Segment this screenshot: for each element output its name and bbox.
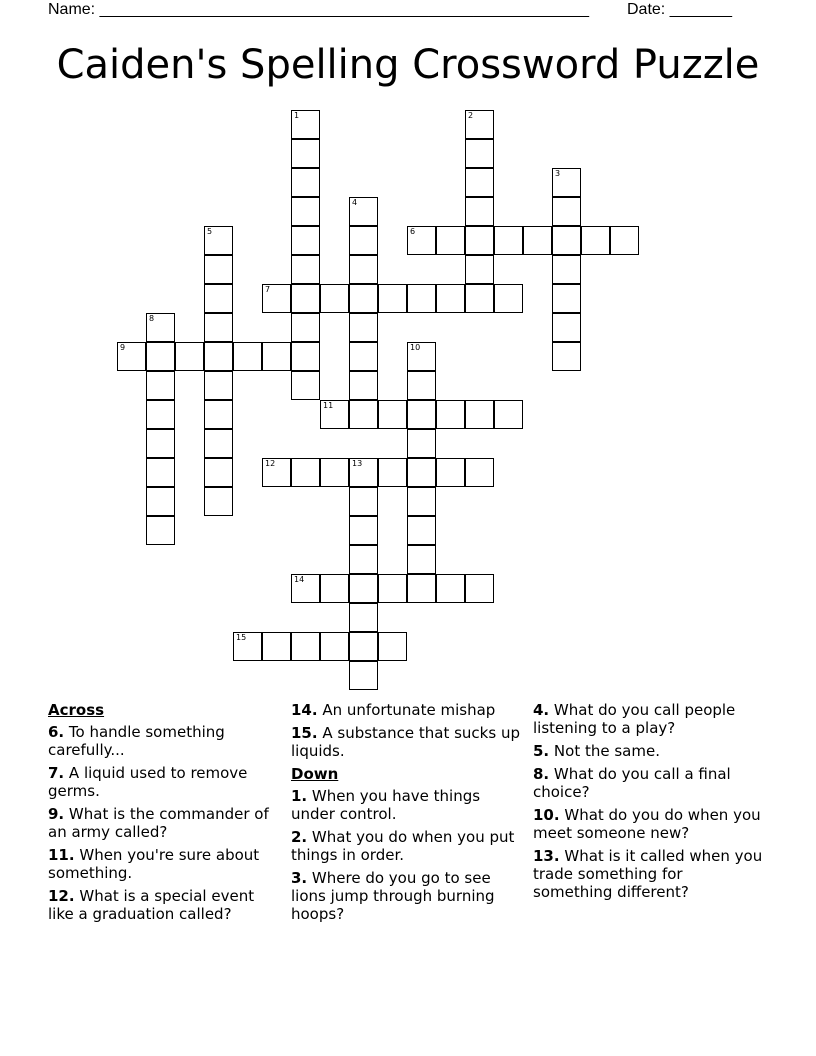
crossword-cell[interactable]: [320, 632, 349, 661]
crossword-cell[interactable]: [436, 226, 465, 255]
crossword-cell[interactable]: [349, 574, 378, 603]
clue-down-8: 8. What do you call a final choice?: [533, 765, 731, 801]
crossword-cell[interactable]: [262, 632, 291, 661]
clue-down-4: 4. What do you call people listening to a play?: [533, 701, 736, 737]
clue-number: 5: [207, 227, 213, 236]
clue-across-14: 14. An unfortunate mishap: [291, 701, 496, 719]
crossword-cell[interactable]: [465, 400, 494, 429]
crossword-cell[interactable]: [436, 458, 465, 487]
crossword-cell[interactable]: [552, 284, 581, 313]
crossword-cell[interactable]: [465, 458, 494, 487]
crossword-cell[interactable]: [204, 342, 233, 371]
crossword-cell[interactable]: [349, 400, 378, 429]
crossword-cell[interactable]: [349, 255, 378, 284]
crossword-cell[interactable]: [146, 371, 175, 400]
crossword-cell[interactable]: [291, 139, 320, 168]
crossword-cell[interactable]: [552, 255, 581, 284]
crossword-cell[interactable]: [494, 400, 523, 429]
crossword-cell[interactable]: [204, 226, 233, 255]
crossword-cell[interactable]: [407, 574, 436, 603]
clues-column-3: [533, 701, 765, 906]
crossword-cell[interactable]: [465, 197, 494, 226]
crossword-cell[interactable]: [552, 342, 581, 371]
clue-number: 10: [410, 343, 421, 352]
clue-across-7: 7. A liquid used to remove germs.: [48, 764, 248, 800]
crossword-cell[interactable]: [407, 226, 436, 255]
crossword-cell[interactable]: [146, 342, 175, 371]
crossword-cell[interactable]: [291, 371, 320, 400]
crossword-cell[interactable]: [349, 313, 378, 342]
crossword-cell[interactable]: [465, 574, 494, 603]
crossword-cell[interactable]: [407, 429, 436, 458]
crossword-cell[interactable]: [552, 168, 581, 197]
crossword-cell[interactable]: [146, 313, 175, 342]
crossword-cell[interactable]: [175, 342, 204, 371]
crossword-cell[interactable]: [204, 487, 233, 516]
crossword-cell[interactable]: [262, 342, 291, 371]
clue-number: 8: [149, 314, 155, 323]
crossword-cell[interactable]: [291, 458, 320, 487]
crossword-cell[interactable]: [349, 342, 378, 371]
crossword-cell[interactable]: [291, 284, 320, 313]
crossword-cell[interactable]: [610, 226, 639, 255]
crossword-cell[interactable]: [320, 284, 349, 313]
crossword-cell[interactable]: [378, 574, 407, 603]
clue-across-6: 6. To handle something carefully...: [48, 723, 225, 759]
crossword-cell[interactable]: [146, 400, 175, 429]
name-label: Name:: [48, 1, 100, 18]
crossword-cell[interactable]: [378, 400, 407, 429]
crossword-cell[interactable]: [349, 661, 378, 690]
clue-number: 7: [265, 285, 271, 294]
across-heading: Across: [48, 701, 105, 719]
name-line[interactable]: _______________________________________________________: [99, 1, 589, 18]
crossword-cell[interactable]: [117, 342, 146, 371]
clue-number: 14: [294, 575, 305, 584]
crossword-cell[interactable]: [204, 429, 233, 458]
clue-across-15: 15. A substance that sucks up liquids.: [291, 724, 520, 760]
crossword-cell[interactable]: [291, 342, 320, 371]
crossword-cell[interactable]: [349, 545, 378, 574]
crossword-cell[interactable]: [523, 226, 552, 255]
crossword-cell[interactable]: [436, 284, 465, 313]
crossword-cell[interactable]: [291, 632, 320, 661]
clue-down-1: 1. When you have things under control.: [291, 787, 481, 823]
clue-down-2: 2. What you do when you put things in order.: [291, 828, 515, 864]
crossword-cell[interactable]: [291, 255, 320, 284]
crossword-cell[interactable]: [291, 168, 320, 197]
clue-number: 15: [236, 633, 247, 642]
crossword-cell[interactable]: [204, 371, 233, 400]
crossword-cell[interactable]: [349, 284, 378, 313]
crossword-cell[interactable]: [494, 226, 523, 255]
crossword-cell[interactable]: [291, 574, 320, 603]
crossword-cell[interactable]: [291, 313, 320, 342]
crossword-cell[interactable]: [349, 226, 378, 255]
crossword-cell[interactable]: [291, 197, 320, 226]
date-line[interactable]: _______: [669, 1, 732, 18]
clue-down-5: 5. Not the same.: [533, 742, 660, 760]
crossword-cell[interactable]: [146, 516, 175, 545]
clue-number: 6: [410, 227, 416, 236]
crossword-cell[interactable]: [465, 284, 494, 313]
crossword-cell[interactable]: [436, 574, 465, 603]
crossword-cell[interactable]: [465, 139, 494, 168]
page-title: Caiden's Spelling Crossword Puzzle: [56, 42, 760, 88]
clue-number: 12: [265, 459, 276, 468]
crossword-cell[interactable]: [552, 226, 581, 255]
clue-across-11: 11. When you're sure about something.: [48, 846, 260, 882]
crossword-cell[interactable]: [407, 371, 436, 400]
crossword-cell[interactable]: [407, 342, 436, 371]
crossword-cell[interactable]: [407, 400, 436, 429]
crossword-cell[interactable]: [320, 400, 349, 429]
crossword-cell[interactable]: [407, 545, 436, 574]
crossword-cell[interactable]: [552, 197, 581, 226]
crossword-cell[interactable]: [494, 284, 523, 313]
crossword-cell[interactable]: [204, 458, 233, 487]
crossword-cell[interactable]: [262, 284, 291, 313]
crossword-cell[interactable]: [581, 226, 610, 255]
crossword-cell[interactable]: [378, 458, 407, 487]
clue-down-13: 13. What is it called when you trade something for something different?: [533, 847, 763, 901]
crossword-cell[interactable]: [349, 197, 378, 226]
crossword-cell[interactable]: [465, 226, 494, 255]
crossword-cell[interactable]: [233, 632, 262, 661]
crossword-cell[interactable]: [349, 516, 378, 545]
crossword-cell[interactable]: [465, 110, 494, 139]
crossword-cell[interactable]: [320, 458, 349, 487]
crossword-cell[interactable]: [204, 255, 233, 284]
clue-number: 2: [468, 111, 474, 120]
down-heading: Down: [291, 765, 339, 783]
crossword-cell[interactable]: [552, 313, 581, 342]
crossword-cell[interactable]: [436, 400, 465, 429]
crossword-cell[interactable]: [465, 255, 494, 284]
clue-number: 3: [555, 169, 561, 178]
clue-across-9: 9. What is the commander of an army called?: [48, 805, 269, 841]
crossword-cell[interactable]: [146, 458, 175, 487]
clue-number: 1: [294, 111, 300, 120]
crossword-cell[interactable]: [204, 313, 233, 342]
clue-down-10: 10. What do you do when you meet someone new?: [533, 806, 761, 842]
crossword-cell[interactable]: [146, 429, 175, 458]
clues-column-2: [291, 701, 523, 928]
crossword-cell[interactable]: [320, 574, 349, 603]
crossword-cell[interactable]: [204, 284, 233, 313]
crossword-cell[interactable]: [407, 487, 436, 516]
clue-down-3: 3. Where do you go to see lions jump through burning hoops?: [291, 869, 495, 923]
crossword-cell[interactable]: [349, 603, 378, 632]
crossword-cell[interactable]: [378, 632, 407, 661]
crossword-cell[interactable]: [407, 458, 436, 487]
clue-across-12: 12. What is a special event like a graduation called?: [48, 887, 255, 923]
crossword-cell[interactable]: [349, 458, 378, 487]
crossword-cell[interactable]: [291, 226, 320, 255]
crossword-cell[interactable]: [349, 371, 378, 400]
crossword-cell[interactable]: [204, 400, 233, 429]
crossword-cell[interactable]: [465, 168, 494, 197]
clue-number: 4: [352, 198, 358, 207]
crossword-cell[interactable]: [146, 487, 175, 516]
crossword-cell[interactable]: [407, 284, 436, 313]
crossword-cell[interactable]: [378, 284, 407, 313]
crossword-cell[interactable]: [349, 632, 378, 661]
clue-number: 11: [323, 401, 334, 410]
clue-number: 13: [352, 459, 363, 468]
clues-column-1: [48, 701, 280, 928]
crossword-cell[interactable]: [407, 516, 436, 545]
clue-number: 9: [120, 343, 126, 352]
crossword-cell[interactable]: [262, 458, 291, 487]
crossword-cell[interactable]: [233, 342, 262, 371]
crossword-cell[interactable]: [349, 487, 378, 516]
crossword-cell[interactable]: [291, 110, 320, 139]
date-label: Date:: [627, 1, 670, 18]
